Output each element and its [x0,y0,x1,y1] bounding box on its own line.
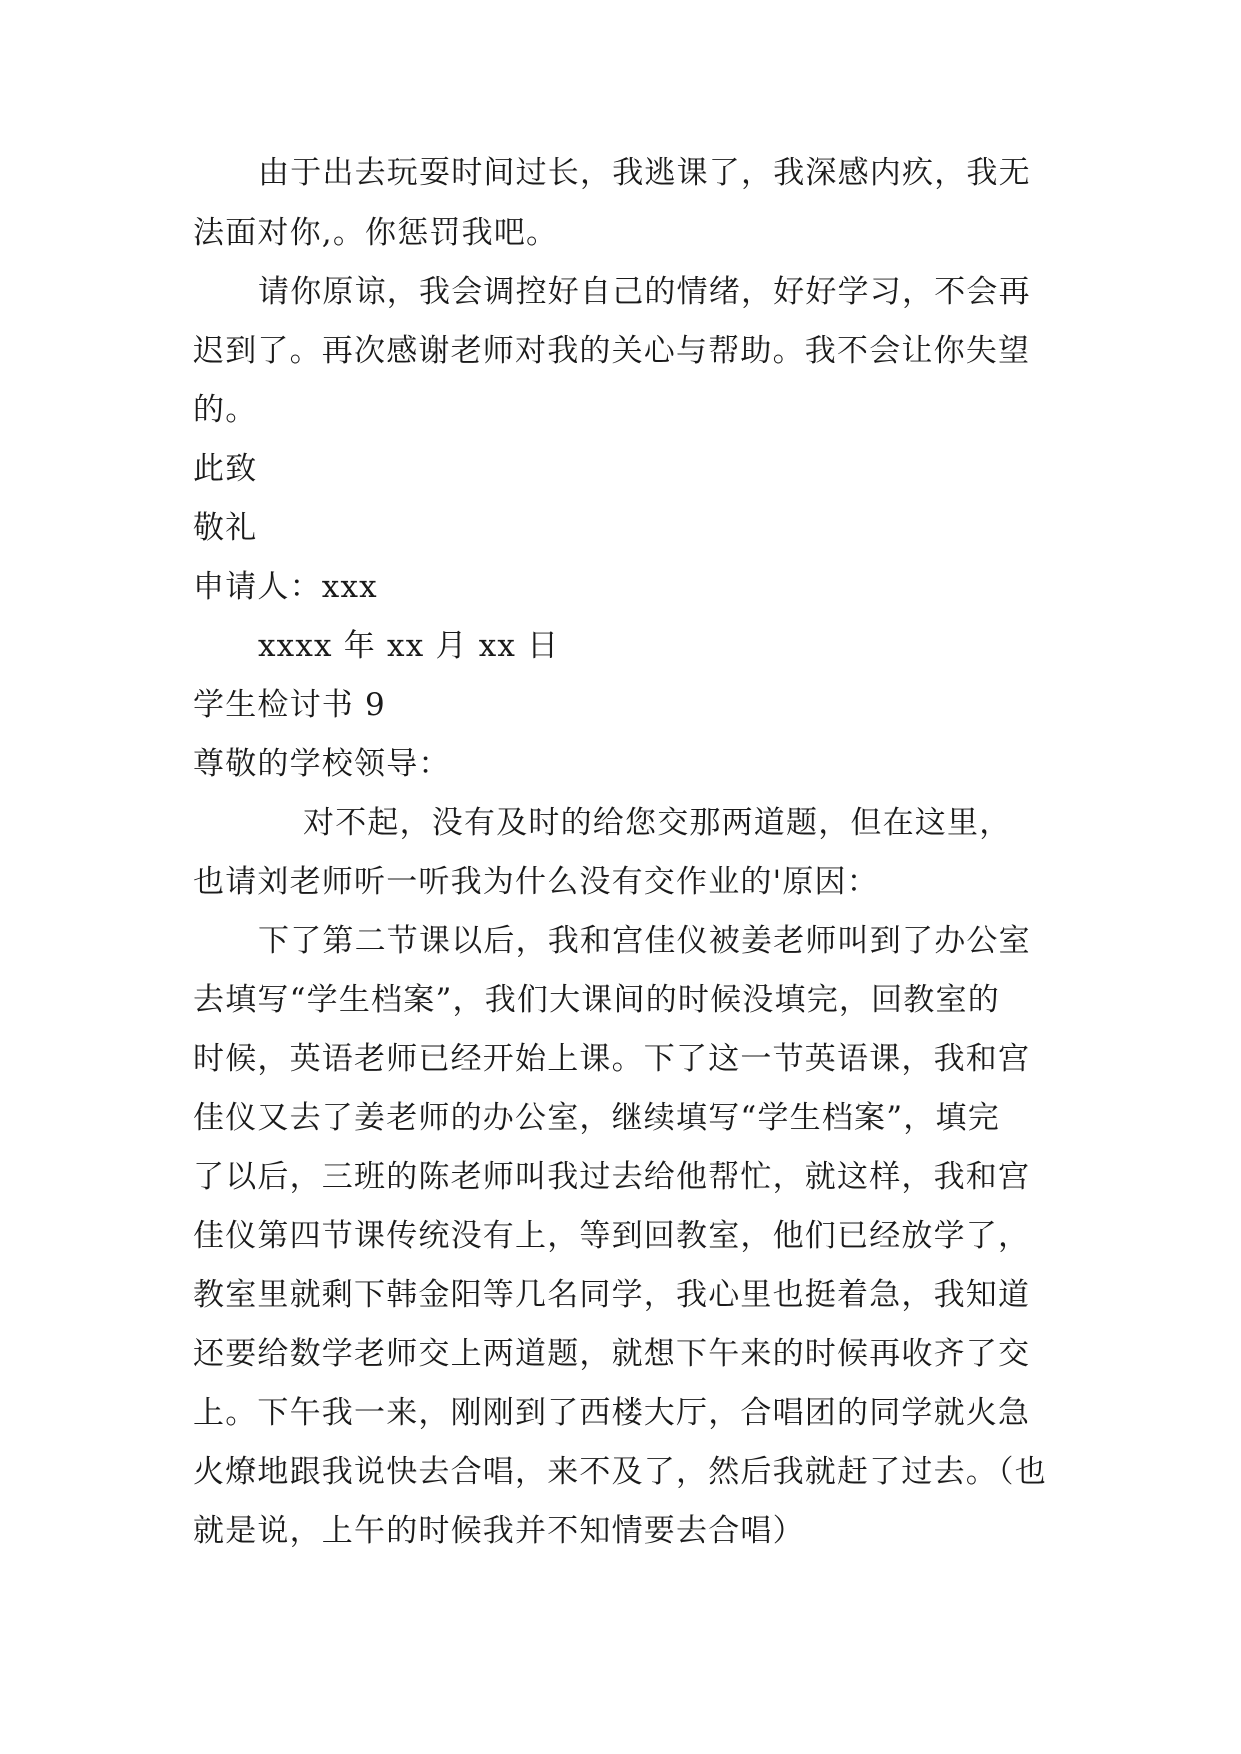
text-line: 教室里就剩下韩金阳等几名同学，我心里也挺着急，我知道 [193,1277,1031,1313]
text-line: 也请刘老师听一听我为什么没有交作业的'原因： [193,864,879,900]
text-line: 还要给数学老师交上两道题，就想下午来的时候再收齐了交 [193,1336,1031,1372]
applicant-line: 申请人：xxx [193,569,378,605]
salutation: 尊敬的学校领导： [193,746,451,782]
text-line: 请你原谅，我会调控好自己的情绪，好好学习，不会再 [258,274,1031,310]
text-line: 此致 [193,451,258,487]
text-line: 时候，英语老师已经开始上课。下了这一节英语课，我和宫 [193,1041,1031,1077]
text-line: 就是说，上午的时候我并不知情要去合唱） [193,1513,805,1549]
date-line: xxxx 年 xx 月 xx 日 [258,628,560,664]
text-line: 去填写“学生档案”，我们大课间的时候没填完，回教室的 [193,982,1000,1018]
text-line: 对不起，没有及时的给您交那两道题，但在这里， [303,805,1012,841]
section-title: 学生检讨书 9 [193,687,386,723]
text-line: 下了第二节课以后，我和宫佳仪被姜老师叫到了办公室 [258,923,1031,959]
text-line: 佳仪第四节课传统没有上，等到回教室，他们已经放学了， [193,1218,1031,1254]
text-line: 佳仪又去了姜老师的办公室，继续填写“学生档案”，填完 [193,1100,1000,1136]
text-line: 火燎地跟我说快去合唱，来不及了，然后我就赶了过去。（也 [193,1454,1047,1490]
text-line: 由于出去玩耍时间过长，我逃课了，我深感内疚，我无 [258,155,1031,191]
text-line: 法面对你,。你惩罚我吧。 [193,215,559,251]
text-line: 的。 [193,392,258,428]
text-line: 迟到了。再次感谢老师对我的关心与帮助。我不会让你失望 [193,333,1031,369]
text-line: 上。下午我一来，刚刚到了西楼大厅，合唱团的同学就火急 [193,1395,1031,1431]
text-line: 了以后，三班的陈老师叫我过去给他帮忙，就这样，我和宫 [193,1159,1031,1195]
text-line: 敬礼 [193,510,258,546]
